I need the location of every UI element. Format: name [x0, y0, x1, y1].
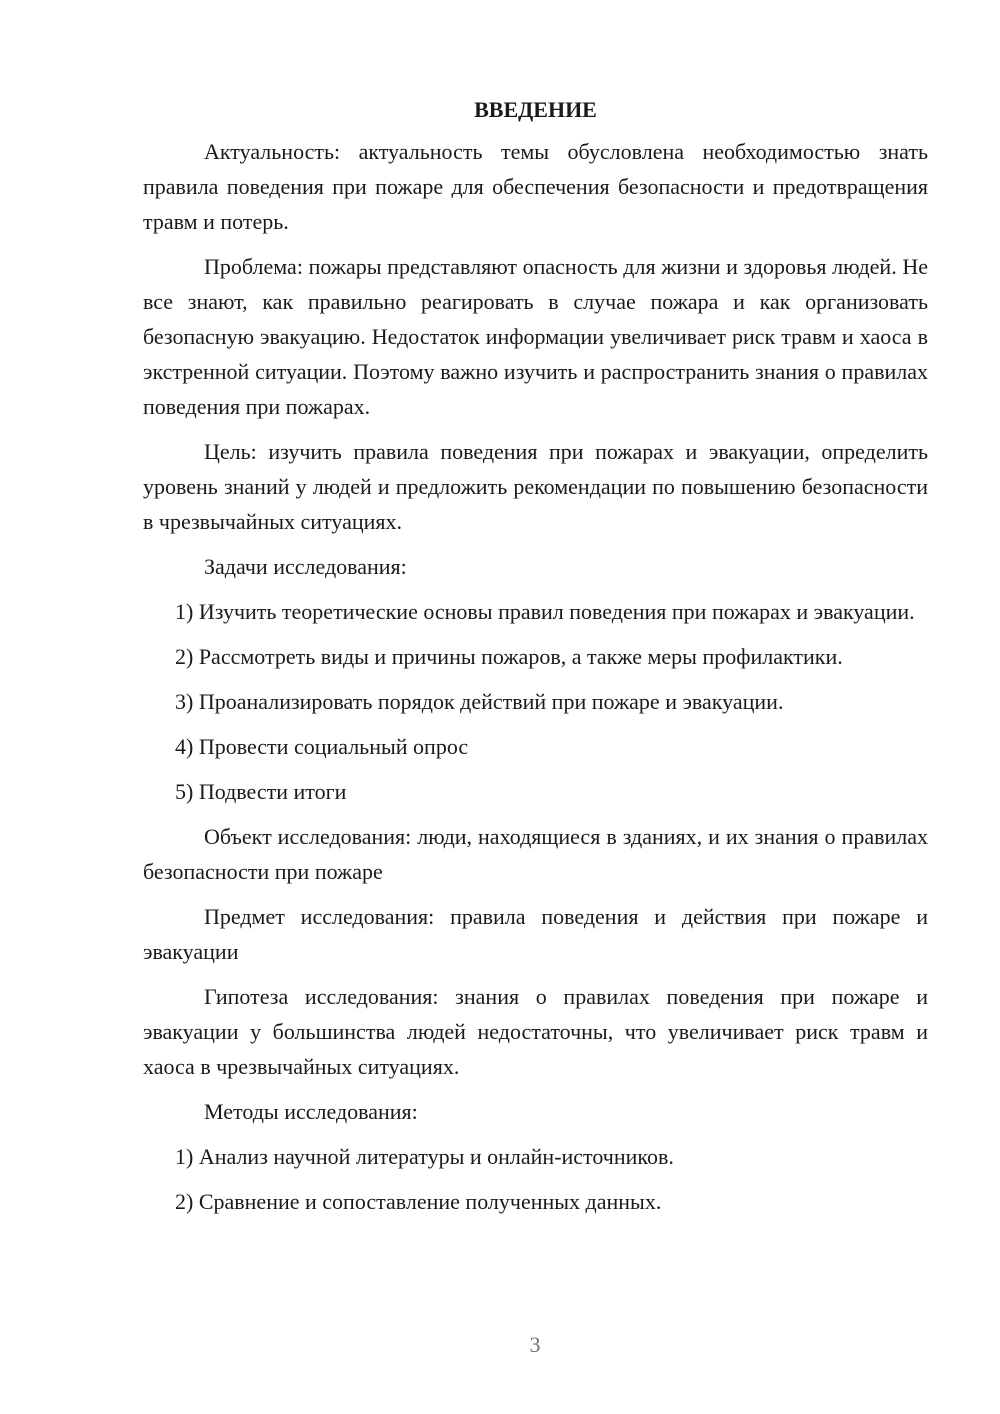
page-number: 3 — [529, 1332, 541, 1357]
task-item-3: 3) Проанализировать порядок действий при пожаре и эвакуации. — [175, 689, 784, 714]
task-item-5: 5) Подвести итоги — [175, 779, 347, 804]
subject-paragraph: Предмет исследования: правила поведения и действия при пожаре и эвакуации — [143, 904, 928, 964]
methods-heading: Методы исследования: — [204, 1099, 418, 1124]
task-item-4: 4) Провести социальный опрос — [175, 734, 469, 759]
document-page — [143, 92, 928, 1229]
relevance-paragraph: Актуальность: актуальность темы обусловлена необходимостью знать правила поведения при пожаре для обеспечения безопасности и предотвращения травм и потерь. — [143, 139, 928, 234]
object-paragraph: Объект исследования: люди, находящиеся в зданиях, и их знания о правилах безопасности при пожаре — [143, 824, 928, 884]
section-title: ВВЕДЕНИЕ — [474, 97, 597, 122]
goal-paragraph: Цель: изучить правила поведения при пожарах и эвакуации, определить уровень знаний у людей и предложить рекомендации по повышению безопасности в чрезвычайных ситуациях. — [143, 439, 928, 534]
task-item-1: 1) Изучить теоретические основы правил поведения при пожарах и эвакуации. — [175, 599, 915, 624]
hypothesis-paragraph: Гипотеза исследования: знания о правилах поведения при пожаре и эвакуации у большинства людей недостаточны, что увеличивает риск травм и хаоса в чрезвычайных ситуациях. — [143, 984, 928, 1079]
task-item-2: 2) Рассмотреть виды и причины пожаров, а также меры профилактики. — [175, 644, 843, 669]
problem-paragraph: Проблема: пожары представляют опасность для жизни и здоровья людей. Не все знают, как правильно реагировать в случае пожара и как организовать безопасную эвакуацию. Недостаток информации увеличивает риск травм и хаоса в экстренной ситуации. Поэтому важно изучить и распространить знания о правилах поведения при пожарах. — [143, 254, 928, 419]
tasks-heading: Задачи исследования: — [204, 554, 407, 579]
method-item-1: 1) Анализ научной литературы и онлайн-источников. — [175, 1144, 674, 1169]
method-item-2: 2) Сравнение и сопоставление полученных данных. — [175, 1189, 662, 1214]
